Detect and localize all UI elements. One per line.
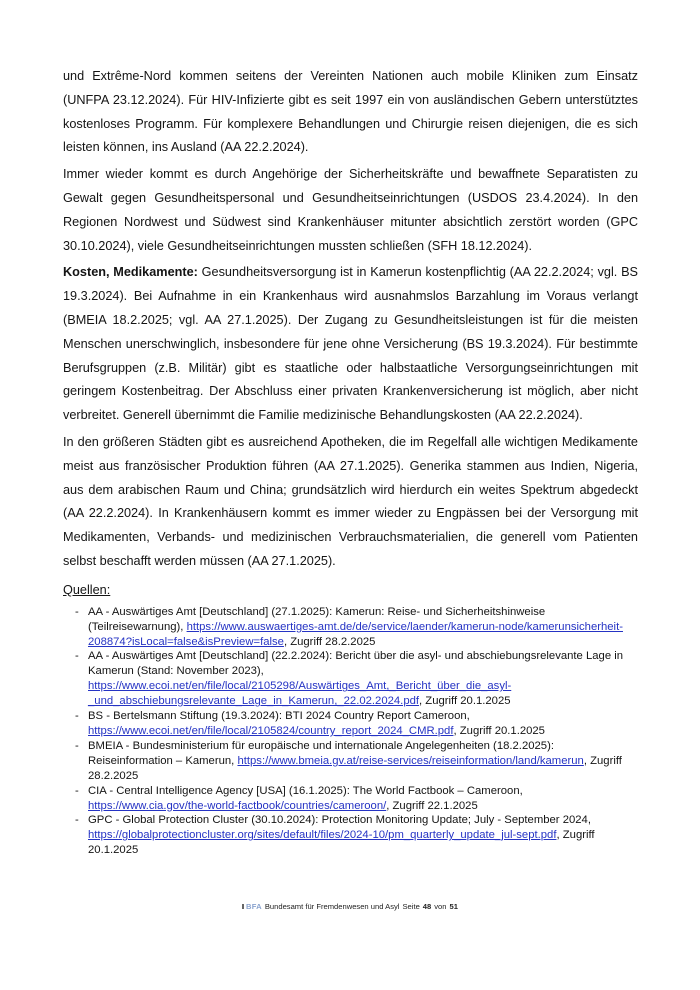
footer-page-total: 51 xyxy=(449,902,458,911)
source-link[interactable]: https://www.bmeia.gv.at/reise-services/reiseinformation/land/kamerun xyxy=(237,754,584,767)
bfa-logo-text: BFA xyxy=(246,902,262,911)
source-text: AA - Auswärtiges Amt [Deutschland] (27.1.2025): Kamerun: Reise- und Sicherheitshinweise (Teilreisewarnung), https://www.auswaertiges-amt.de/de/service/laender/kamerun-node/kamerunsicherheit-208874?isLocal=false&isPreview=false, Zugriff 28.2.2025 xyxy=(88,605,623,648)
source-text: AA - Auswärtiges Amt [Deutschland] (22.2.2024): Bericht über die asyl- und abschiebungsrelevante Lage in Kamerun (Stand: November 2023), https://www.ecoi.net/en/file/local/2105298/Auswärtiges_Amt,_Bericht_über_die_asyl-_und_abschiebungsrelevante_Lage_in_Kamerun,_22.02.2024.pdf, Zugriff 20.1.2025 xyxy=(88,650,624,708)
footer-org-text: Bundesamt für Fremdenwesen und Asyl xyxy=(264,902,400,911)
list-dash-marker: - xyxy=(75,784,79,797)
source-link[interactable]: https://globalprotectioncluster.org/sites/default/files/2024-10/pm_quarterly_update_jul-sept.pdf xyxy=(88,829,557,842)
source-link[interactable]: https://www.ecoi.net/en/file/local/2105298/Auswärtiges_Amt,_Bericht_über_die_asyl-_und_abschiebungsrelevante_Lage_in_Kamerun,_22.02.2024.pdf xyxy=(88,680,512,708)
source-text: BMEIA - Bundesministerium für europäische und internationale Angelegenheiten (18.2.2025): Reiseinformation – Kamerun, https://www.bmeia.gv.at/reise-services/reiseinformation/land/kamerun, Zugriff 28.2.2025 xyxy=(88,739,622,782)
footer-page-current: 48 xyxy=(422,902,432,911)
body-paragraphs xyxy=(63,65,638,574)
list-dash-marker: - xyxy=(75,814,79,827)
source-item xyxy=(63,739,638,784)
footer-of-label: von xyxy=(434,902,447,911)
list-dash-marker: - xyxy=(75,650,79,663)
bfa-logo-mark-icon xyxy=(242,904,244,909)
source-item xyxy=(63,709,638,739)
source-text: CIA - Central Intelligence Agency [USA] (16.1.2025): The World Factbook – Cameroon, https://www.cia.gov/the-world-factbook/countries/cameroon/, Zugriff 22.1.2025 xyxy=(88,784,523,812)
paragraph: Immer wieder kommt es durch Angehörige der Sicherheitskräfte und bewaffnete Separatisten zu Gewalt gegen Gesundheitspersonal und Gesundheitseinrichtungen (USDOS 23.4.2024). In den Regionen Nordwest und Südwest sind Krankenhäuser mitunter absichtlich zerstört worden (GPC 30.10.2024), viele Gesundheitseinrichtungen mussten schließen (SFH 18.12.2024). xyxy=(63,167,638,253)
source-item xyxy=(63,813,638,858)
bfa-logo xyxy=(242,902,262,911)
list-dash-marker: - xyxy=(75,605,79,618)
source-item xyxy=(63,784,638,814)
source-text: GPC - Global Protection Cluster (30.10.2024): Protection Monitoring Update; July - September 2024, https://globalprotectioncluster.org/sites/default/files/2024-10/pm_quarterly_update_jul-sept.pdf, Zugriff 20.1.2025 xyxy=(88,814,595,857)
page-footer xyxy=(0,902,700,911)
source-item xyxy=(63,605,638,650)
sources-heading: Quellen: xyxy=(63,582,111,597)
source-link[interactable]: https://www.auswaertiges-amt.de/de/service/laender/kamerun-node/kamerunsicherheit-208874?isLocal=false&isPreview=false xyxy=(88,620,623,648)
source-link[interactable]: https://www.cia.gov/the-world-factbook/countries/cameroon/ xyxy=(88,799,387,812)
paragraph: und Extrême-Nord kommen seitens der Vereinten Nationen auch mobile Kliniken zum Einsatz (UNFPA 23.12.2024). Für HIV-Infizierte gibt es seit 1997 ein von ausländischen Gebern unterstütztes kostenloses Programm. Für komplexere Behandlungen und Chirurgie reisen diejenigen, die es sich leisten können, ins Ausland (AA 22.2.2024). xyxy=(63,69,638,155)
source-text: BS - Bertelsmann Stiftung (19.3.2024): BTI 2024 Country Report Cameroon, https://www.ecoi.net/en/file/local/2105824/country_report_2024_CMR.pdf, Zugriff 20.1.2025 xyxy=(88,710,545,737)
paragraph: Kosten, Medikamente: Gesundheitsversorgung ist in Kamerun kostenpflichtig (AA 22.2.2024; vgl. BS 19.3.2024). Bei Aufnahme in ein Krankenhaus wird ausnahmslos Barzahlung im Voraus verlangt (BMEIA 18.2.2025; vgl. AA 27.1.2025). Der Zugang zu Gesundheitsleistungen ist für die meisten Menschen unerschwinglich, insbesondere für jene ohne Versicherung (BS 19.3.2024). Für bestimmte Berufsgruppen (z.B. Militär) gibt es staatliche oder halbstaatliche Versorgungseinrichtungen mit geringem Kostenbeitrag. Der Abschluss einer privaten Krankenversicherung ist möglich, aber nicht verbreitet. Generell übernimmt die Familie medizinische Behandlungskosten (AA 22.2.2024). xyxy=(63,265,639,423)
list-dash-marker: - xyxy=(75,739,79,752)
sources-list xyxy=(63,605,638,858)
paragraph: In den größeren Städten gibt es ausreichend Apotheken, die im Regelfall alle wichtigen Medikamente meist aus französischer Produktion führen (AA 27.1.2025). Generika stammen aus Indien, Nigeria, aus dem arabischen Raum und China; grundsätzlich wird hierdurch ein weites Spektrum abgedeckt (AA 22.2.2024). In Krankenhäusern kommt es immer wieder zu Engpässen bei der Versorgung mit Medikamenten, Verbands- und medizinischen Verbrauchsmaterialien, die generell vom Patienten selbst beschafft werden müssen (AA 27.1.2025). xyxy=(63,434,638,568)
source-item xyxy=(63,649,638,709)
paragraph-lead: Kosten, Medikamente: xyxy=(63,265,198,280)
footer-page-label: Seite xyxy=(402,902,420,911)
source-link[interactable]: https://www.ecoi.net/en/file/local/2105824/country_report_2024_CMR.pdf xyxy=(88,724,454,737)
list-dash-marker: - xyxy=(75,710,79,723)
